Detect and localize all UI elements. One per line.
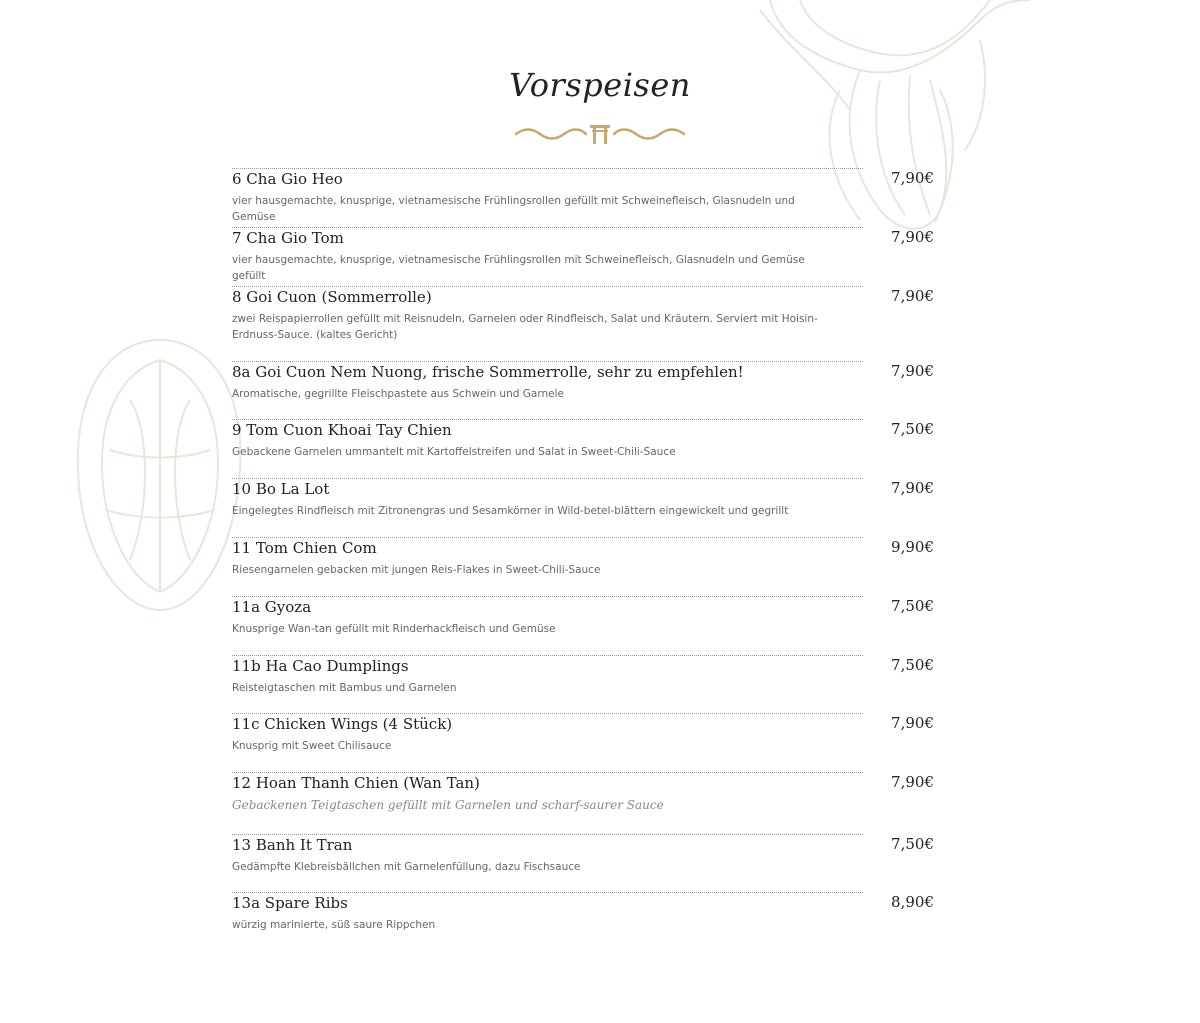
dotted-divider xyxy=(232,655,863,656)
list-item xyxy=(232,596,934,637)
dotted-divider xyxy=(232,892,863,893)
item-description: Riesengarnelen gebacken mit jungen Reis-Flakes in Sweet-Chili-Sauce xyxy=(232,564,601,576)
dotted-divider xyxy=(232,537,863,538)
item-price: 7,50€ xyxy=(891,835,934,853)
item-name: 10 Bo La Lot xyxy=(232,480,330,498)
item-name: 8 Goi Cuon (Sommerrolle) xyxy=(232,288,432,306)
dotted-divider xyxy=(232,168,863,169)
item-price: 7,50€ xyxy=(891,420,934,438)
item-name: 11c Chicken Wings (4 Stück) xyxy=(232,715,453,733)
item-price: 7,50€ xyxy=(891,656,934,674)
list-item xyxy=(232,772,934,813)
item-price: 7,90€ xyxy=(891,362,934,380)
item-name: 7 Cha Gio Tom xyxy=(232,229,344,247)
dotted-divider xyxy=(232,227,863,228)
list-item xyxy=(232,361,934,402)
item-description: Gedämpfte Klebreisbällchen mit Garnelenfüllung, dazu Fischsauce xyxy=(232,861,581,873)
item-description: Reisteigtaschen mit Bambus und Garnelen xyxy=(232,682,457,694)
item-name: 11a Gyoza xyxy=(232,598,312,616)
dotted-divider xyxy=(232,596,863,597)
item-name: 13 Banh It Tran xyxy=(232,836,353,854)
section-title: Vorspeisen xyxy=(509,66,691,104)
dotted-divider xyxy=(232,286,863,287)
item-description: Eingelegtes Rindfleisch mit Zitronengras und Sesamkörner in Wild-betel-blättern eingewickelt und gegrillt xyxy=(232,505,789,517)
list-item xyxy=(232,478,934,519)
item-name: 11b Ha Cao Dumplings xyxy=(232,657,409,675)
list-item xyxy=(232,713,934,754)
list-item xyxy=(232,227,934,284)
list-item xyxy=(232,655,934,696)
torii-ornament-icon xyxy=(514,122,686,146)
item-description: zwei Reispapierrollen gefüllt mit Reisnudeln, Garnelen oder Rindfleisch, Salat und Kräutern. Serviert mit Hoisin-Erdnuss-Sauce. (kaltes Gericht) xyxy=(232,313,818,341)
item-description: vier hausgemachte, knusprige, vietnamesische Frühlingsrollen gefüllt mit Schweinefleisch, Glasnudeln und Gemüse xyxy=(232,195,795,223)
item-price: 7,90€ xyxy=(891,773,934,791)
item-description: Gebackene Garnelen ummantelt mit Kartoffelstreifen und Salat in Sweet-Chili-Sauce xyxy=(232,446,676,458)
list-item xyxy=(232,168,934,225)
item-price: 7,90€ xyxy=(891,287,934,305)
dotted-divider xyxy=(232,834,863,835)
item-price: 7,90€ xyxy=(891,228,934,246)
dotted-divider xyxy=(232,361,863,362)
item-price: 7,90€ xyxy=(891,169,934,187)
item-price: 9,90€ xyxy=(891,538,934,556)
item-price: 7,90€ xyxy=(891,479,934,497)
list-item xyxy=(232,892,934,933)
item-name: 6 Cha Gio Heo xyxy=(232,170,343,188)
item-description: Knusprig mit Sweet Chilisauce xyxy=(232,740,392,752)
item-name: 11 Tom Chien Com xyxy=(232,539,377,557)
list-item xyxy=(232,419,934,460)
item-price: 7,50€ xyxy=(891,597,934,615)
dotted-divider xyxy=(232,772,863,773)
item-price: 7,90€ xyxy=(891,714,934,732)
item-price: 8,90€ xyxy=(891,893,934,911)
item-description: Gebackenen Teigtaschen gefüllt mit Garnelen und scharf-saurer Sauce xyxy=(232,798,664,812)
item-name: 12 Hoan Thanh Chien (Wan Tan) xyxy=(232,774,480,792)
item-name: 13a Spare Ribs xyxy=(232,894,348,912)
item-description: Aromatische, gegrillte Fleischpastete aus Schwein und Garnele xyxy=(232,388,564,400)
cabbage-illustration-left xyxy=(70,330,250,620)
list-item xyxy=(232,286,934,343)
list-item xyxy=(232,834,934,875)
dotted-divider xyxy=(232,419,863,420)
dotted-divider xyxy=(232,713,863,714)
item-description: vier hausgemachte, knusprige, vietnamesische Frühlingsrollen mit Schweinefleisch, Glasnudeln und Gemüse gefüllt xyxy=(232,254,805,282)
item-description: würzig marinierte, süß saure Rippchen xyxy=(232,919,436,931)
item-name: 8a Goi Cuon Nem Nuong, frische Sommerrolle, sehr zu empfehlen! xyxy=(232,363,744,381)
list-item xyxy=(232,537,934,578)
dotted-divider xyxy=(232,478,863,479)
item-description: Knusprige Wan-tan gefüllt mit Rinderhackfleisch und Gemüse xyxy=(232,623,556,635)
item-name: 9 Tom Cuon Khoai Tay Chien xyxy=(232,421,452,439)
